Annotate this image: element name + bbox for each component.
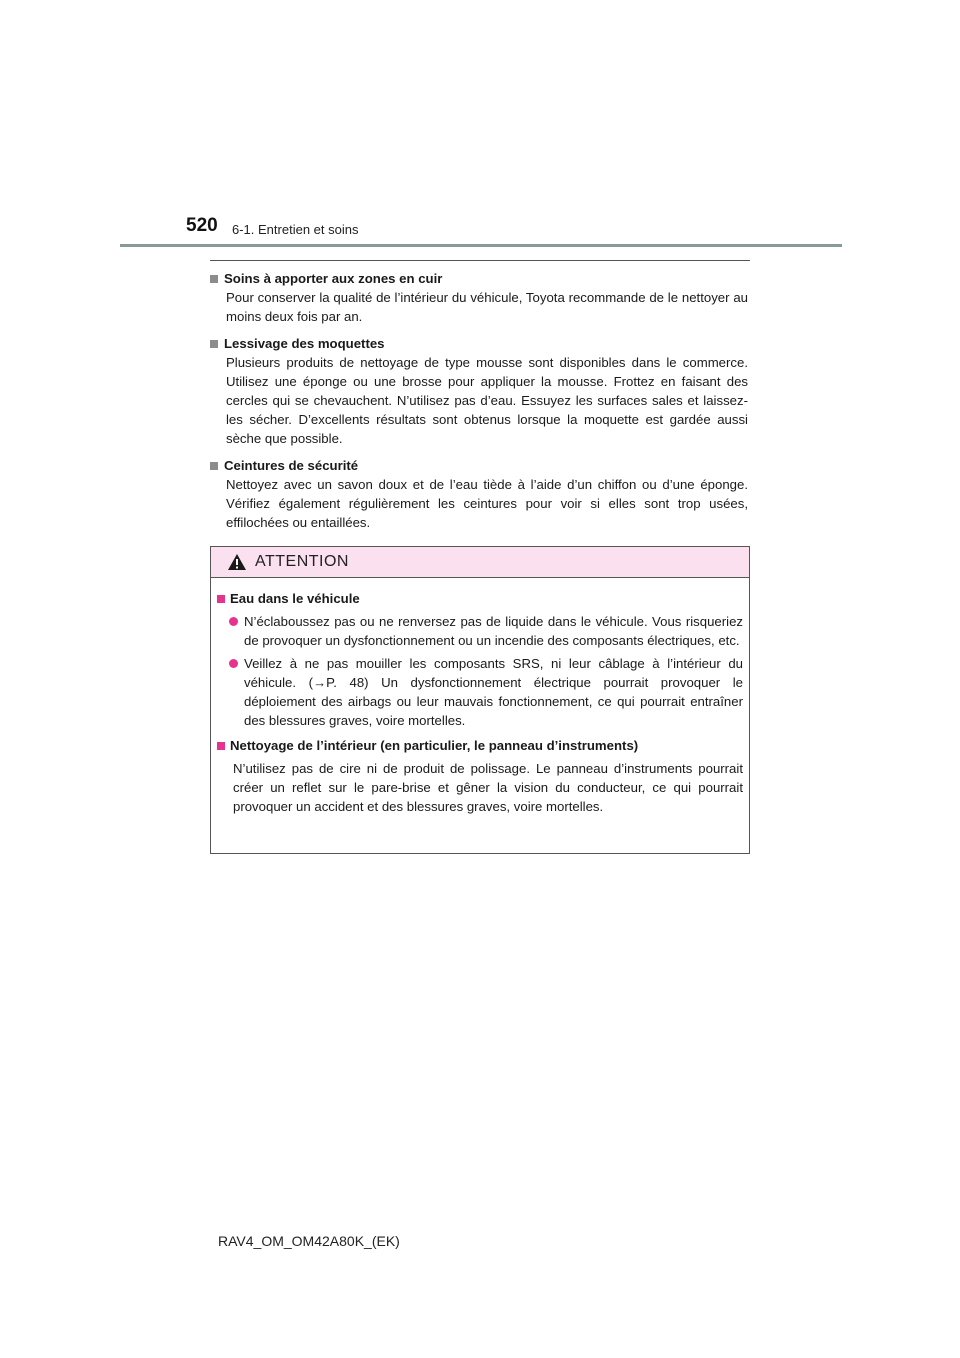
circle-bullet-icon <box>229 617 238 626</box>
square-bullet-icon <box>217 742 225 750</box>
warning-item <box>217 654 743 730</box>
circle-bullet-icon <box>229 659 238 668</box>
section-carpets <box>210 334 748 448</box>
header-rule <box>120 244 842 247</box>
warning-title: ATTENTION <box>255 553 349 570</box>
section-heading: Lessivage des moquettes <box>224 336 385 351</box>
section-seatbelts <box>210 456 748 532</box>
warning-header <box>211 547 749 578</box>
warning-section-dashboard <box>217 736 743 816</box>
warning-heading: Eau dans le véhicule <box>230 591 360 606</box>
square-bullet-icon <box>217 595 225 603</box>
section-heading: Soins à apporter aux zones en cuir <box>224 271 443 286</box>
section-leather <box>210 269 748 326</box>
warning-content <box>211 578 749 816</box>
square-bullet-icon <box>210 340 218 348</box>
section-text: Pour conserver la qualité de l’intérieur du véhicule, Toyota recommande de le nettoyer au moins deux fois par an. <box>226 290 748 324</box>
section-text: Plusieurs produits de nettoyage de type mousse sont disponibles dans le commerce. Utilisez une éponge ou une brosse pour appliquer la mousse. Frottez en faisant des cercles qui se chevauchent. N’utilisez pas d’eau. Essuyez les surfaces sales et laissez-les sécher. D’excellents résultats sont obtenus lorsque la moquette est gardée aussi sèche que possible. <box>226 355 748 446</box>
warning-heading: Nettoyage de l’intérieur (en particulier, le panneau d’instruments) <box>230 738 639 753</box>
warning-text: N’utilisez pas de cire ni de produit de polissage. Le panneau d’instruments pourrait créer un reflet sur le pare-brise et gêner la vision du conducteur, ce qui pourrait provoquer un accident et des blessures graves, voire mortelles. <box>233 761 743 814</box>
content-rule <box>210 260 750 261</box>
section-heading: Ceintures de sécurité <box>224 458 359 473</box>
square-bullet-icon <box>210 462 218 470</box>
warning-item-text: N’éclaboussez pas ou ne renversez pas de liquide dans le véhicule. Vous risqueriez de provoquer un dysfonctionnement ou un incendie des composants électriques, etc. <box>244 614 743 648</box>
section-title: 6-1. Entretien et soins <box>232 222 359 237</box>
warning-item-text: Veillez à ne pas mouiller les composants SRS, ni leur câblage à l’intérieur du véhicule. (→P. 48) Un dysfonctionnement électrique pourrait provoquer le déploiement des airbags ou leur mauvais fonctionnement, ce qui pourrait entraîner des blessures graves, voire mortelles. <box>244 656 743 728</box>
warning-section-water <box>217 589 743 730</box>
main-content <box>210 269 748 540</box>
warning-item <box>217 612 743 650</box>
warning-box <box>210 546 750 854</box>
document-code: RAV4_OM_OM42A80K_(EK) <box>218 1233 400 1249</box>
square-bullet-icon <box>210 275 218 283</box>
page-number: 520 <box>186 215 218 236</box>
section-text: Nettoyez avec un savon doux et de l’eau tiède à l’aide d’un chiffon ou d’une éponge. Vérifiez également régulièrement les ceintures pour voir si elles sont trop usées, effilochées ou entaillées. <box>226 477 748 530</box>
warning-triangle-icon <box>227 553 247 571</box>
